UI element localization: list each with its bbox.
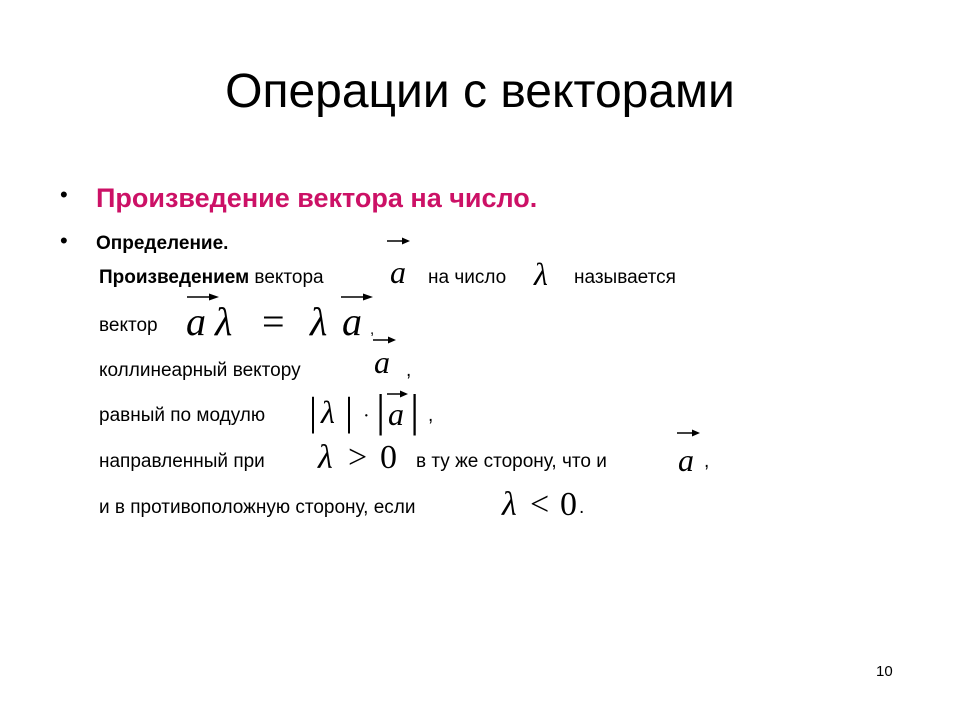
lambda-symbol: λ [534,256,548,292]
definition-text: в ту же сторону, что и [416,451,607,472]
vector-a-symbol: a [390,254,406,290]
abs-bar-left: | [309,389,318,434]
comma: , [704,451,710,472]
lambda-symbol: λ [310,299,328,344]
equals-symbol: = [262,299,285,344]
lambda-symbol: λ [321,394,335,430]
definition-text: вектора [249,267,324,288]
abs-bar-right: | [345,389,354,434]
vector-a-symbol: a [678,442,694,478]
definition-line-1 [99,266,324,290]
definition-text: коллинеарный вектору [99,360,301,381]
definition-text: на число [428,267,507,288]
vector-a-symbol: a [186,299,206,344]
zero-symbol: 0 [380,439,397,476]
lambda-symbol: λ [502,486,517,523]
vector-a-symbol: a [388,396,404,432]
slide-title: Операции с векторами [225,65,735,118]
page-number: 10 [876,663,893,680]
definition-text: и в противоположную сторону, если [99,497,416,518]
bullet-definition-label: Определение. [96,233,229,254]
comma: , [428,405,434,426]
lambda-symbol: λ [318,439,333,476]
vector-a-symbol: a [374,344,390,380]
lambda-symbol: λ [215,299,233,344]
bullet-marker: • [60,182,68,207]
definition-text: направленный при [99,451,265,472]
abs-bar-left: | [376,385,386,436]
definition-text: называется [574,267,676,288]
bullet-marker: • [60,228,68,253]
definition-term: Произведением [99,267,250,288]
vector-a-symbol: a [342,299,362,344]
period: . [579,497,585,518]
comma: , [370,321,375,338]
less-than-symbol: < [530,486,550,523]
zero-symbol: 0 [560,486,577,523]
comma: , [406,360,412,381]
greater-than-symbol: > [348,439,368,476]
multiply-dot: · [363,405,370,427]
definition-text: равный по модулю [99,405,266,426]
definition-text: вектор [99,315,158,336]
vector-arrow-icon [386,236,412,246]
bullet-heading-product: Произведение вектора на число. [96,183,538,213]
abs-bar-right: | [410,385,420,436]
vector-arrow-icon [676,428,702,438]
